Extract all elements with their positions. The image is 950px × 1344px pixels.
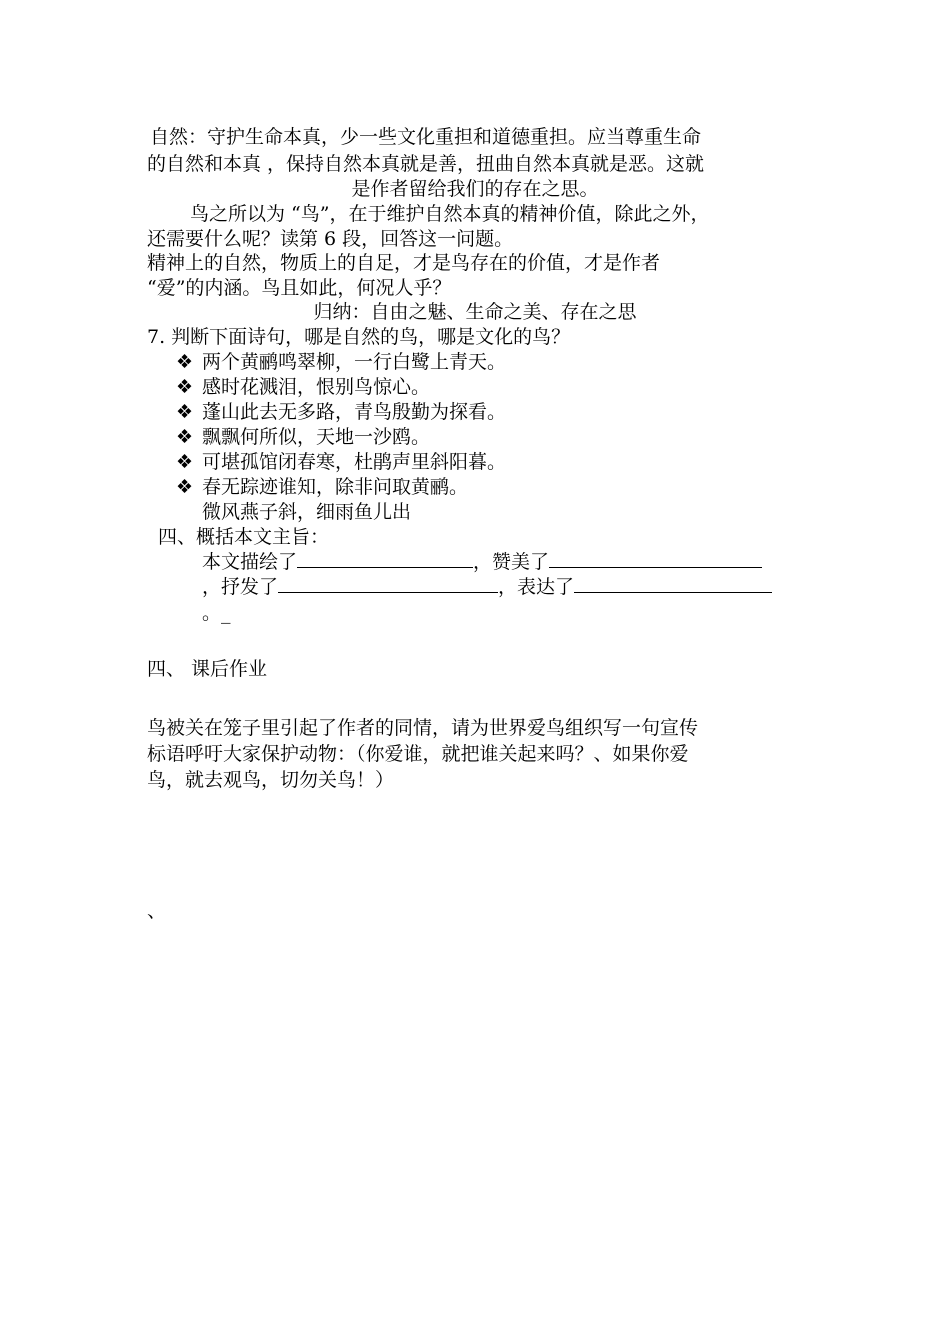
summary-fill-line3: 。_ bbox=[202, 602, 231, 624]
poem-text: 两个黄鹂鸣翠柳，一行白鹭上青天。 bbox=[202, 351, 507, 373]
homework-line2: 标语呼吁大家保护动物：（你爱谁，就把谁关起来吗？、如果你爱 bbox=[147, 743, 689, 765]
poem-item bbox=[176, 349, 506, 375]
diamond-bullet-icon: ❖ bbox=[176, 376, 194, 398]
summary-fill-line1 bbox=[202, 549, 762, 575]
diamond-bullet-icon: ❖ bbox=[176, 476, 194, 498]
trailing-mark: 、 bbox=[147, 900, 167, 922]
diamond-bullet-icon: ❖ bbox=[176, 451, 194, 473]
para2-line2: 还需要什么呢？读第 6 段，回答这一问题。 bbox=[147, 228, 514, 250]
fill-label: 本文描绘了 bbox=[202, 551, 298, 573]
blank-field[interactable] bbox=[297, 549, 473, 568]
diamond-bullet-icon: ❖ bbox=[176, 351, 194, 373]
blank-field[interactable] bbox=[278, 574, 498, 593]
poem-text: 春无踪迹谁知，除非问取黄鹂。 bbox=[202, 476, 469, 498]
poem-item bbox=[176, 424, 430, 450]
para3-line1: 精神上的自然，物质上的自足，才是鸟存在的价值，才是作者 bbox=[147, 252, 661, 274]
blank-field[interactable] bbox=[549, 549, 762, 568]
blank-field[interactable] bbox=[574, 574, 772, 593]
homework-line1: 鸟被关在笼子里引起了作者的同情，请为世界爱鸟组织写一句宣传 bbox=[147, 717, 699, 739]
poem-text: 飘飘何所似，天地一沙鸥。 bbox=[202, 426, 431, 448]
summary-line: 归纳：自由之魅、生命之美、存在之思 bbox=[313, 301, 637, 323]
poem-text: 可堪孤馆闭春寒，杜鹃声里斜阳暮。 bbox=[202, 451, 507, 473]
poem-text: 蓬山此去无多路，青鸟殷勤为探看。 bbox=[202, 401, 507, 423]
poem-item bbox=[176, 374, 430, 400]
poem-item bbox=[176, 449, 506, 475]
para3-line2: “爱”的内涵。鸟且如此，何况人乎？ bbox=[147, 277, 452, 299]
summary-heading: 四、概括本文主旨： bbox=[158, 526, 330, 548]
poem-extra: 微风燕子斜，细雨鱼儿出 bbox=[202, 501, 412, 523]
question-7: 7. 判断下面诗句，哪是自然的鸟，哪是文化的鸟？ bbox=[147, 326, 571, 348]
fill-label: ，赞美了 bbox=[473, 551, 550, 573]
fill-label: ，表达了 bbox=[498, 576, 575, 598]
para1-line2: 的自然和本真 ，保持自然本真就是善，扭曲自然本真就是恶。这就 bbox=[147, 153, 705, 175]
fill-label: ，抒发了 bbox=[202, 576, 279, 598]
poem-item bbox=[176, 399, 506, 425]
para1-line3: 是作者留给我们的存在之思。 bbox=[351, 178, 599, 200]
homework-heading: 四、 课后作业 bbox=[147, 658, 268, 680]
poem-text: 感时花溅泪，恨别鸟惊心。 bbox=[202, 376, 431, 398]
diamond-bullet-icon: ❖ bbox=[176, 401, 194, 423]
para2-line1: 鸟之所以为 “鸟”，在于维护自然本真的精神价值，除此之外， bbox=[190, 203, 710, 225]
diamond-bullet-icon: ❖ bbox=[176, 426, 194, 448]
para1-line1: 自然：守护生命本真，少一些文化重担和道德重担。应当尊重生命 bbox=[150, 126, 702, 148]
homework-line3: 鸟，就去观鸟，切勿关鸟！） bbox=[147, 769, 395, 791]
summary-fill-line2 bbox=[202, 574, 772, 600]
poem-item bbox=[176, 474, 468, 500]
